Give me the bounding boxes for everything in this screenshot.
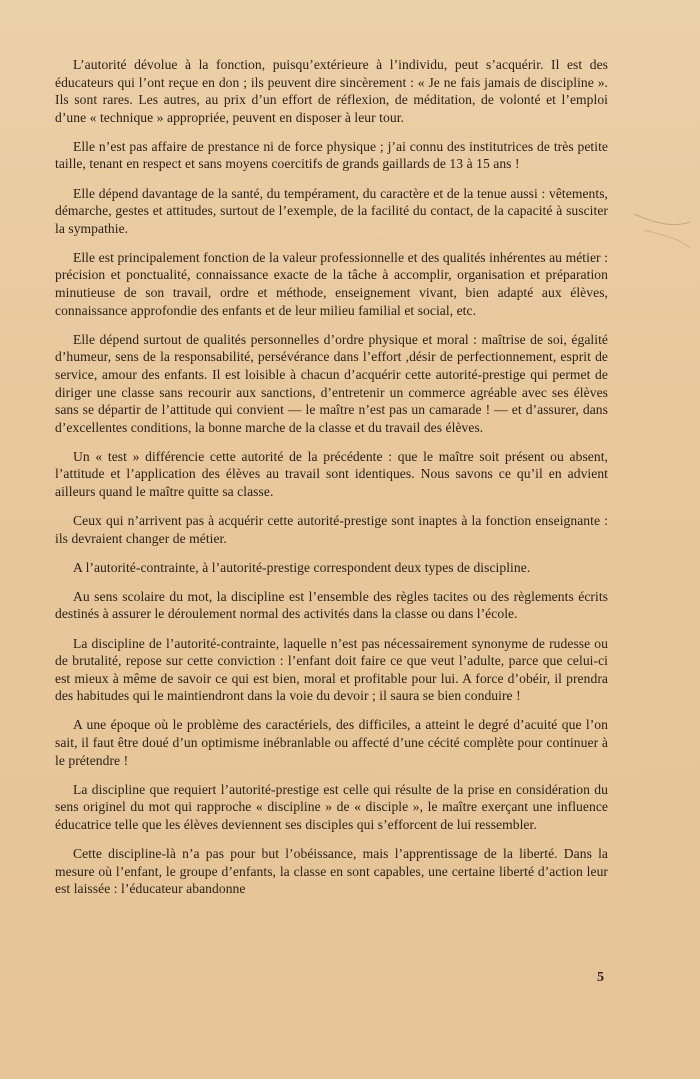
paragraph: L’autorité dévolue à la fonction, puisqu’extérieure à l’individu, peut s’acquérir. Il est des éducateurs qui l’ont reçue en don ; ils peuvent dire sincèrement : « Je ne fais jamais de discipline ». Ils sont rares. Les autres, au prix d’un effort de réflexion, de méditation, de volonté et l’emploi d’une « technique » appropriée, peuvent en disposer à leur tour. [55,57,608,125]
paragraph: Elle dépend surtout de qualités personnelles d’ordre physique et moral : maîtrise de soi, égalité d’humeur, sens de la responsabilité, persévérance dans l’effort ,désir de perfectionnement, esprit de service, amour des enfants. Il est loisible à chacun d’acquérir cette autorité-prestige qui permet de diriger une classe sans recourir aux sanctions, d’entretenir un commerce agréable avec ses élèves sans se départir de l’attitude qui convient — le maître n’est pas un camarade ! — et d’assurer, dans d’excellentes conditions, la bonne marche de la classe et du travail des élèves. [55,331,608,435]
paragraph: Cette discipline-là n’a pas pour but l’obéissance, mais l’apprentissage de la liberté. Dans la mesure où l’enfant, le groupe d’enfants, la classe en sont capables, une certaine liberté d’action leur est laissée : l’éducateur abandonne [55,845,608,897]
paragraph: Un « test » différencie cette autorité de la précédente : que le maître soit présent ou absent, l’attitude et l’application des élèves au travail sont identiques. Nous savons ce qu’il en advient ailleurs quand le maître quitte sa classe. [55,448,608,499]
paragraph: A l’autorité-contrainte, à l’autorité-prestige correspondent deux types de discipline. [73,559,531,575]
paragraph: A une époque où le problème des caractériels, des difficiles, a atteint le degré d’acuité que l’on sait, il faut être doué d’un optimisme inébranlable ou affecté d’une cécité complète pour continuer à le prétendre ! [55,717,608,768]
paragraph: Au sens scolaire du mot, la discipline est l’ensemble des règles tacites ou des règlements écrits destinés à assurer le déroulement normal des activités dans la classe ou dans l’école. [55,588,608,622]
paragraph: La discipline de l’autorité-contrainte, laquelle n’est pas nécessairement synonyme de rudesse ou de brutalité, repose sur cette conviction : l’enfant doit faire ce que veut l’adulte, parce que celui-ci est mieux à même de savoir ce qui est bien, moral et profitable pour lui. A force d’obéir, il prendra des habitudes qui le maintiendront dans la voie du devoir ; il saura se bien conduire ! [55,635,608,704]
paragraph: Elle dépend davantage de la santé, du tempérament, du caractère et de la tenue aussi : vêtements, démarche, gestes et attitudes, surtout de l’exemple, de la facilité du contact, de la capacité à susciter la sympathie. [55,185,608,236]
paragraph: Ceux qui n’arrivent pas à acquérir cette autorité-prestige sont inaptes à la fonction enseignante : ils devraient changer de métier. [55,513,608,546]
page-number: 5 [597,970,604,985]
paragraph: Elle n’est pas affaire de prestance ni de force physique ; j’ai connu des institutrices de très petite taille, tenant en respect et sans moyens coercitifs de grands gaillards de 13 à 15 ans ! [55,138,608,172]
page-body [55,56,608,909]
paper-crease-mark [632,208,692,252]
paragraph: La discipline que requiert l’autorité-prestige est celle qui résulte de la prise en considération du sens originel du mot qui rapproche « discipline » de « disciple », le maître exerçant une influence éducatrice telle que les élèves deviennent ses disciples qui s’efforcent de lui ressembler. [55,781,608,832]
paragraph: Elle est principalement fonction de la valeur professionnelle et des qualités inhérentes au métier : précision et ponctualité, connaissance exacte de la tâche à accomplir, organisation et préparation minutieuse de son travail, ordre et méthode, enseignement vivant, bien adapté aux élèves, connaissance approfondie des enfants et de leur milieu familial et social, etc. [55,249,608,318]
